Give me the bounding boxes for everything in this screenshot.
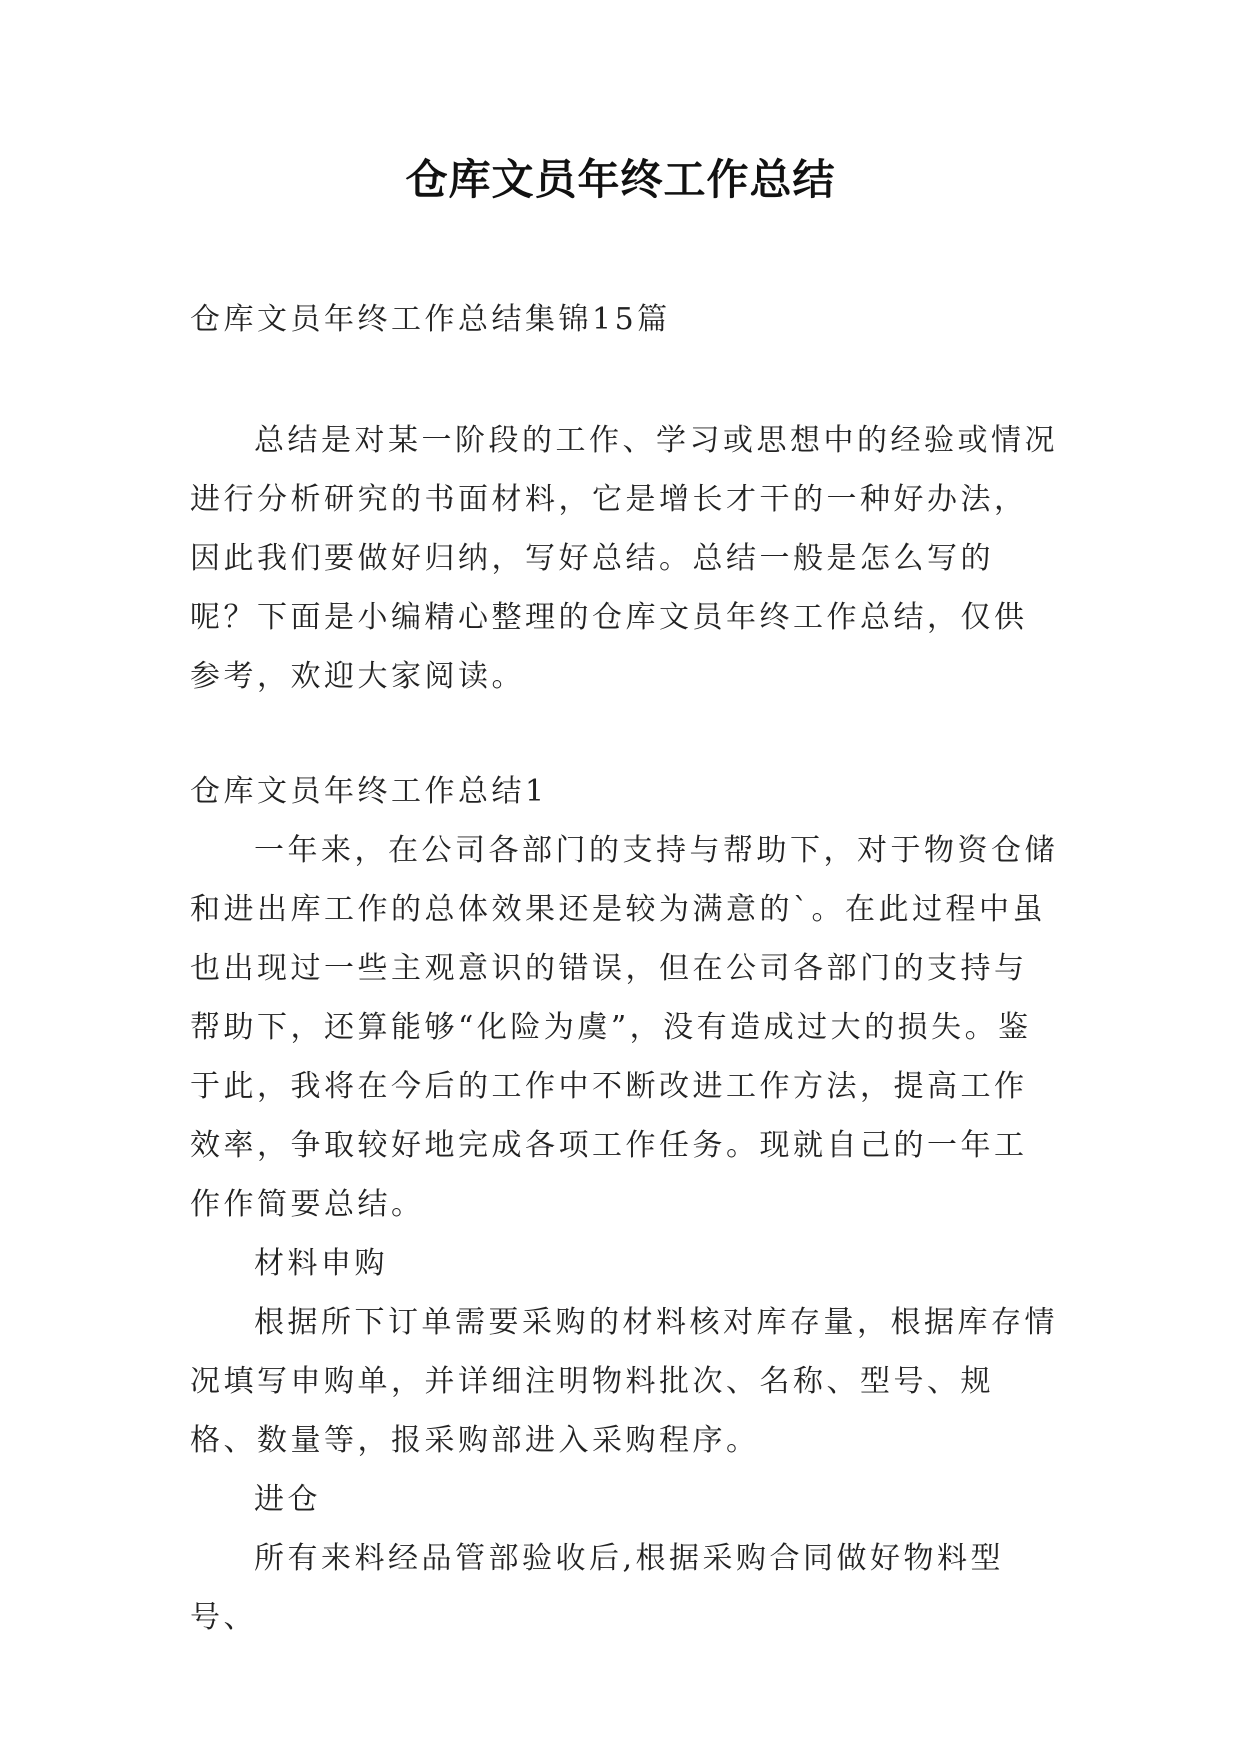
subtitle: 仓库文员年终工作总结集锦15篇 (190, 302, 671, 337)
subsection-heading-warehousing: 进仓 (254, 1482, 321, 1517)
body-paragraph: 一年来，在公司各部门的支持与帮助下，对于物资仓储和进出库工作的总体效果还是较为满意的`。在此过程中虽也出现过一些主观意识的错误，但在公司各部门的支持与帮助下，还算能够“化险为虞”，没有造成过大的损失。鉴于此，我将在今后的工作中不断改进工作方法，提高工作效率，争取较好地完成各项工作任务。现就自己的一年工作作简要总结。 (190, 833, 1058, 1222)
document-body (190, 290, 1060, 1647)
body-paragraph-purchase: 根据所下订单需要采购的材料核对库存量，根据库存情况填写申购单，并详细注明物料批次、名称、型号、规格、数量等，报采购部进入采购程序。 (190, 1305, 1058, 1458)
body-paragraph-warehousing: 所有来料经品管部验收后,根据采购合同做好物料型号、 (190, 1541, 1005, 1635)
subsection-heading-purchase: 材料申购 (254, 1246, 388, 1281)
section-heading: 仓库文员年终工作总结1 (190, 774, 548, 809)
intro-paragraph: 总结是对某一阶段的工作、学习或思想中的经验或情况进行分析研究的书面材料，它是增长才干的一种好办法，因此我们要做好归纳，写好总结。总结一般是怎么写的呢？下面是小编精心整理的仓库文员年终工作总结，仅供参考，欢迎大家阅读。 (190, 423, 1058, 694)
document-title: 仓库文员年终工作总结 (405, 155, 836, 204)
